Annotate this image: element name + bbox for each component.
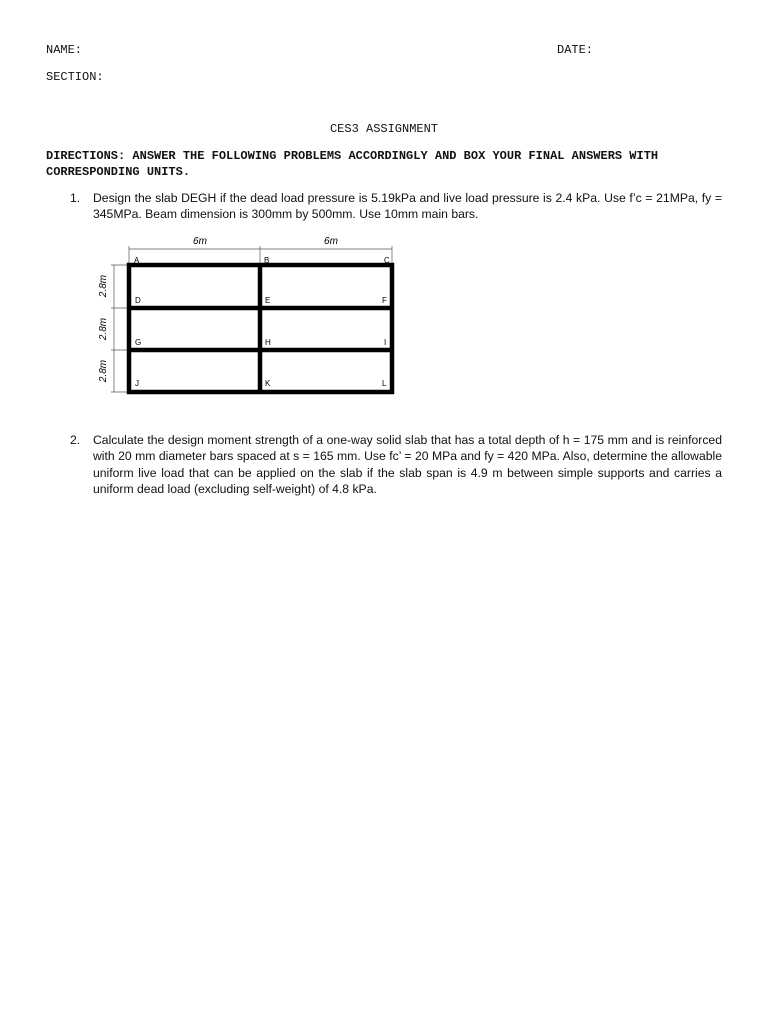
node-e: E (265, 296, 271, 305)
node-f: F (382, 296, 387, 305)
node-l: L (382, 379, 387, 388)
problem-1-text: Design the slab DEGH if the dead load pressure is 5.19kPa and live load pressure is 2.4 kPa. Use f’c = 21MPa, fy = 345MPa. Beam dimension is 300mm by 500mm. Use 10mm main bars. (93, 191, 722, 222)
problem-2-number: 2. (70, 433, 81, 447)
height-label-1: 2.8m (98, 274, 109, 298)
slab-plan-svg (92, 234, 402, 404)
height-label-3: 2.8m (98, 359, 109, 383)
slab-framing-diagram (92, 234, 402, 409)
problem-1-number: 1. (70, 191, 81, 205)
directions-text: DIRECTIONS: ANSWER THE FOLLOWING PROBLEMS ACCORDINGLY AND BOX YOUR FINAL ANSWERS WITH CORRESPONDING UNITS. (46, 149, 659, 179)
name-label: NAME: (46, 43, 83, 57)
node-d: D (135, 296, 141, 305)
node-g: G (135, 338, 142, 347)
section-label: SECTION: (46, 70, 104, 84)
height-label-2: 2.8m (98, 317, 109, 341)
date-label: DATE: (557, 43, 594, 57)
span-label-2: 6m (324, 236, 338, 247)
span-label-1: 6m (193, 236, 207, 247)
node-a: A (134, 256, 140, 265)
node-k: K (265, 379, 271, 388)
node-h: H (265, 338, 271, 347)
problem-1 (70, 190, 722, 223)
node-i: I (384, 338, 387, 347)
node-b: B (264, 256, 270, 265)
node-c: C (384, 256, 390, 265)
node-j: J (135, 379, 139, 388)
problem-2-text: Calculate the design moment strength of a one-way solid slab that has a total depth of h = 175 mm and is reinforced with 20 mm diameter bars spaced at s = 165 mm. Use fc’ = 20 MPa and fy = 420 MPa. Also, determine the allowable uniform live load that can be applied on the slab if the slab span is 4.9 m between simple supports and carries a uniform dead load (excluding self-weight) of 4.8 kPa. (93, 433, 722, 496)
page-title: CES3 ASSIGNMENT (329, 122, 439, 136)
problem-2 (70, 432, 722, 497)
